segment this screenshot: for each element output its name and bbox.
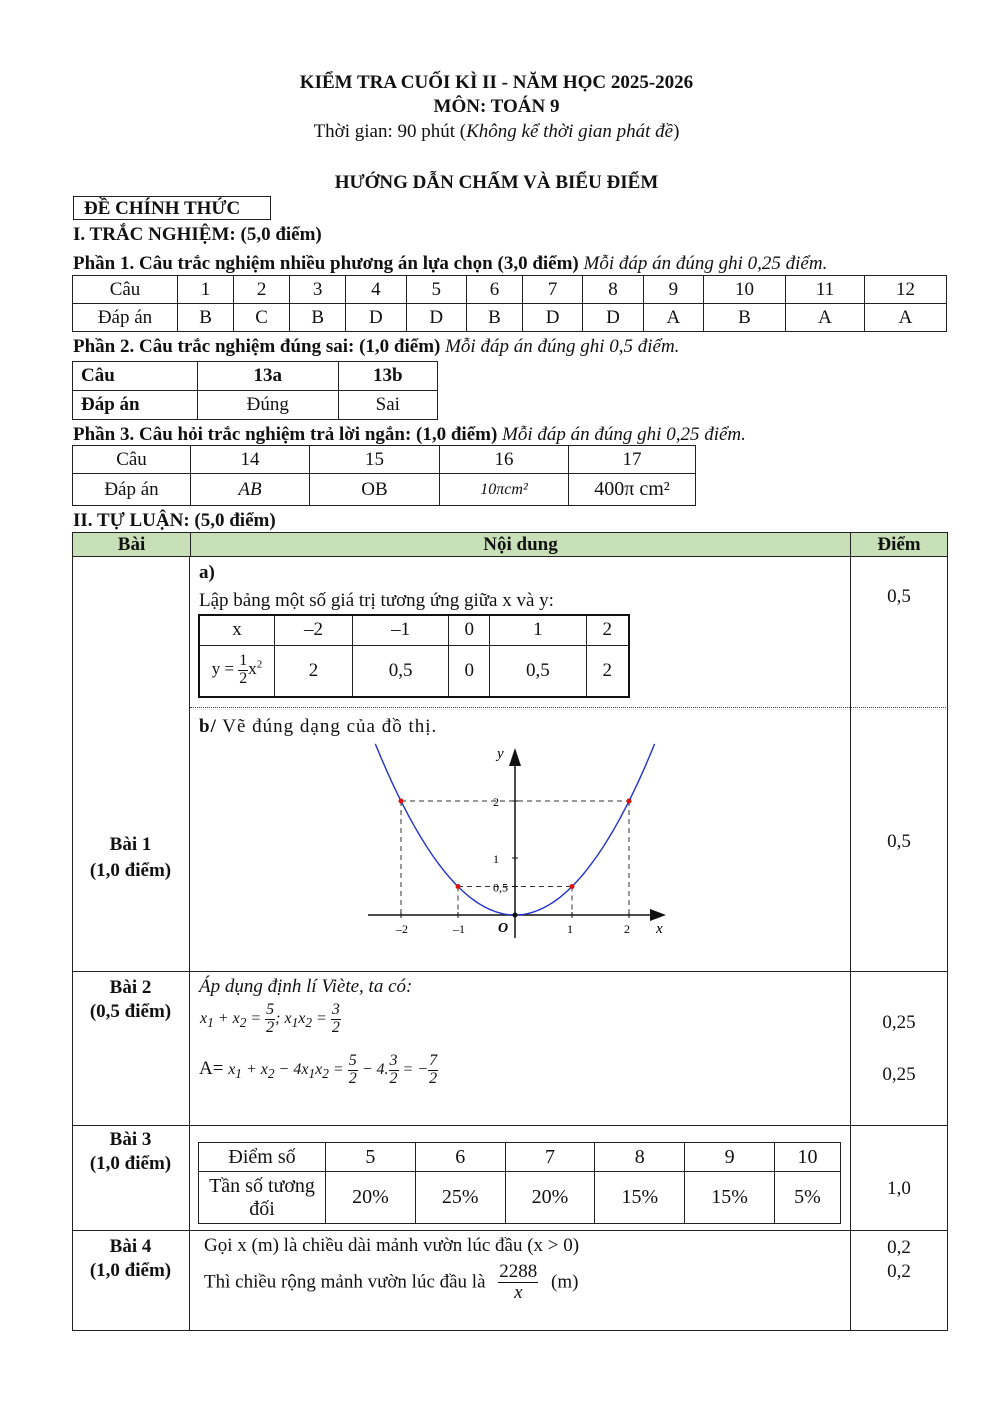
part1-q: 6 [466, 276, 522, 304]
part3-a: 10πcm² [440, 474, 569, 506]
part1-q: 7 [522, 276, 582, 304]
bai3-title: Bài 3 [109, 1129, 152, 1150]
x-axis-arrow [650, 909, 666, 921]
x-tick-label: 2 [624, 922, 630, 936]
part1-q: 1 [178, 276, 234, 304]
divider [189, 557, 190, 1331]
part1-table [72, 275, 947, 332]
freq: 25% [415, 1172, 505, 1224]
score: 5 [326, 1143, 416, 1172]
divider [72, 1125, 948, 1126]
bai4-point: 0,2 [887, 1261, 911, 1282]
part1-label-question: Câu [73, 276, 178, 304]
guide-title: HƯỚNG DẪN CHẤM VÀ BIỂU ĐIỂM [334, 172, 659, 193]
bai4-label [72, 1235, 189, 1283]
bai3-table [198, 1142, 841, 1224]
bai1-title: Bài 1 [109, 834, 152, 855]
part2-q: 13b [338, 362, 437, 391]
part1-q: 3 [290, 276, 346, 304]
y-formula: y = $\frac{1}{2}$ $x^2$ [199, 645, 275, 697]
divider [72, 971, 948, 972]
half-fraction: $\frac{1}{2}$ [239, 652, 248, 688]
part2-note: Mỗi đáp án đúng ghi 0,5 điểm. [445, 336, 680, 357]
bai4-title: Bài 4 [109, 1236, 152, 1257]
part1-q: 8 [583, 276, 643, 304]
bai1-b-text: Vẽ đúng dạng của đồ thị. [222, 716, 438, 737]
score: 7 [505, 1143, 595, 1172]
freq: 15% [595, 1172, 685, 1224]
y-tick-label: 2 [493, 795, 499, 809]
part1-a: D [346, 304, 406, 332]
data-point [570, 884, 575, 889]
part1-q: 2 [234, 276, 290, 304]
part1-a: A [643, 304, 703, 332]
part1-a: C [234, 304, 290, 332]
y-value: 0,5 [490, 645, 586, 697]
time-suffix: ) [673, 121, 680, 142]
part3-heading [73, 424, 746, 446]
part1-a: B [178, 304, 234, 332]
score: 10 [774, 1143, 840, 1172]
y-tick-label: 0,5 [493, 880, 508, 895]
divider [72, 1230, 948, 1231]
official-badge: ĐỀ CHÍNH THỨC [73, 196, 271, 220]
bai2-total: (0,5 điểm) [89, 1001, 172, 1022]
vieta-formula: $x_1 + x_2$ = $\frac{5}{2}$ ; $x_1x_2$ = $\frac{3}{2}$ [200, 1001, 340, 1036]
frac-den: x [514, 1281, 523, 1303]
part1-q: 10 [704, 276, 786, 304]
bai4-line2-prefix: Thì chiều rộng mảnh vườn lúc đầu là [204, 1271, 486, 1293]
part1-a: D [522, 304, 582, 332]
bai4-point: 0,2 [887, 1237, 911, 1258]
part1-a: D [406, 304, 466, 332]
part1-q: 9 [643, 276, 703, 304]
part3-label-question: Câu [73, 446, 191, 474]
part2-heading [73, 336, 679, 358]
x-tick-label: –1 [453, 922, 465, 936]
x-value: 2 [586, 615, 629, 645]
part3-a: AB [191, 474, 310, 506]
bai1-b-line [199, 716, 437, 738]
freq-label: Tần số tương đối [199, 1172, 326, 1224]
time-prefix: Thời gian: 90 phút ( [313, 121, 467, 142]
bai2-intro: Áp dụng định lí Viète, ta có: [199, 976, 413, 997]
y-value: 0 [449, 645, 490, 697]
section2-title: II. TỰ LUẬN: (5,0 điểm) [73, 510, 276, 531]
bai4-line2 [204, 1262, 578, 1303]
data-point [627, 799, 632, 804]
part3-a: OB [310, 474, 440, 506]
bai4-line2-suffix: (m) [551, 1271, 579, 1293]
x-value: 1 [490, 615, 586, 645]
part1-a: B [466, 304, 522, 332]
part3-note: Mỗi đáp án đúng ghi 0,25 điểm. [502, 424, 746, 445]
exam-title: KIỂM TRA CUỐI KÌ II - NĂM HỌC 2025-2026 [299, 72, 694, 93]
bai1-a-points: 0,5 [887, 586, 911, 607]
part1-label-answer: Đáp án [73, 304, 178, 332]
bai1-b-points: 0,5 [887, 831, 911, 852]
x-tick-label: 1 [567, 922, 573, 936]
data-point [513, 913, 518, 918]
y-axis-arrow [509, 748, 521, 766]
bai2-points-1: 0,25 [882, 1012, 916, 1033]
part3-q: 14 [191, 446, 310, 474]
essay-header-content: Nội dung [191, 533, 851, 557]
part2-table [72, 361, 438, 420]
freq: 15% [685, 1172, 775, 1224]
part2-label-question: Câu [73, 362, 198, 391]
part1-q: 5 [406, 276, 466, 304]
part3-q: 17 [569, 446, 696, 474]
y-value: 0,5 [352, 645, 448, 697]
bai1-a-label: a) [199, 562, 215, 583]
part3-q: 16 [440, 446, 569, 474]
part3-label-answer: Đáp án [73, 474, 191, 506]
part2-label-answer: Đáp án [73, 391, 198, 420]
origin-label: O [498, 921, 509, 936]
freq: 20% [326, 1172, 416, 1224]
bai2-points-2: 0,25 [882, 1064, 916, 1085]
bai2-label [72, 976, 189, 1024]
time-note: Không kể thời gian phát đề [466, 121, 674, 142]
score: 6 [415, 1143, 505, 1172]
part2-q: 13a [198, 362, 339, 391]
scores-label: Điểm số [199, 1143, 326, 1172]
y-value: 2 [586, 645, 629, 697]
score: 9 [685, 1143, 775, 1172]
essay-table [72, 532, 948, 557]
part1-q: 4 [346, 276, 406, 304]
data-point [399, 799, 404, 804]
bai1-a-text: Lập bảng một số giá trị tương ứng giữa x và y: [199, 590, 554, 611]
essay-header-points: Điểm [851, 533, 948, 557]
divider [190, 707, 948, 708]
x-label: x [199, 615, 275, 645]
x-axis-label: x [656, 921, 663, 937]
y-value: 2 [275, 645, 353, 697]
freq: 20% [505, 1172, 595, 1224]
bai1-label [72, 832, 189, 884]
bai2-title: Bài 2 [109, 977, 152, 998]
width-fraction [498, 1262, 538, 1303]
frac-num: 2288 [499, 1261, 538, 1282]
x-tick-label: –2 [396, 922, 408, 936]
subject-title: MÔN: TOÁN 9 [433, 96, 560, 117]
y-axis-label: y [497, 746, 504, 762]
bai4-line1: Gọi x (m) là chiều dài mảnh vườn lúc đầu (x > 0) [204, 1235, 580, 1256]
part2-title: Phần 2. Câu trắc nghiệm đúng sai: (1,0 điểm) [73, 336, 441, 357]
A-prefix: A= [199, 1057, 224, 1079]
part1-title: Phần 1. Câu trắc nghiệm nhiều phương án lựa chọn (3,0 điểm) [73, 253, 579, 274]
bai1-b-label: b/ [199, 716, 217, 737]
divider [850, 557, 851, 1331]
part1-a: B [290, 304, 346, 332]
score: 8 [595, 1143, 685, 1172]
part2-a: Sai [338, 391, 437, 420]
bai4-points [850, 1236, 948, 1284]
part3-table [72, 445, 696, 506]
part3-title: Phần 3. Câu hỏi trắc nghiệm trả lời ngắn: (1,0 điểm) [73, 424, 498, 445]
freq: 5% [774, 1172, 840, 1224]
bai1-value-table [198, 614, 630, 698]
x-value: 0 [449, 615, 490, 645]
x-value: –1 [352, 615, 448, 645]
y-tick-label: 1 [493, 852, 499, 866]
part1-q: 11 [785, 276, 864, 304]
part1-a: A [865, 304, 947, 332]
bai3-points: 1,0 [887, 1178, 911, 1199]
part1-a: A [785, 304, 864, 332]
part3-q: 15 [310, 446, 440, 474]
part1-a: D [583, 304, 643, 332]
bai1-total: (1,0 điểm) [89, 860, 172, 881]
part1-q: 12 [865, 276, 947, 304]
part1-heading [73, 253, 827, 275]
essay-header-bai: Bài [73, 533, 191, 557]
bai3-label [72, 1128, 189, 1176]
bai3-total: (1,0 điểm) [89, 1153, 172, 1174]
part3-a: 400π cm² [569, 474, 696, 506]
part1-a: B [704, 304, 786, 332]
time-line [0, 121, 993, 143]
A-formula: $A= x_1 + x_2 - 4x_1x_2$ = $\frac{5}{2}$ − 4. $\frac{3}{2}$ = − $\frac{7}{2}$ [199, 1052, 438, 1087]
parabola-graph [360, 742, 680, 942]
bai4-total: (1,0 điểm) [89, 1260, 172, 1281]
part1-note: Mỗi đáp án đúng ghi 0,25 điểm. [583, 253, 828, 274]
x-value: –2 [275, 615, 353, 645]
data-point [456, 884, 461, 889]
section1-title: I. TRẮC NGHIỆM: (5,0 điểm) [73, 224, 322, 245]
part2-a: Đúng [198, 391, 339, 420]
